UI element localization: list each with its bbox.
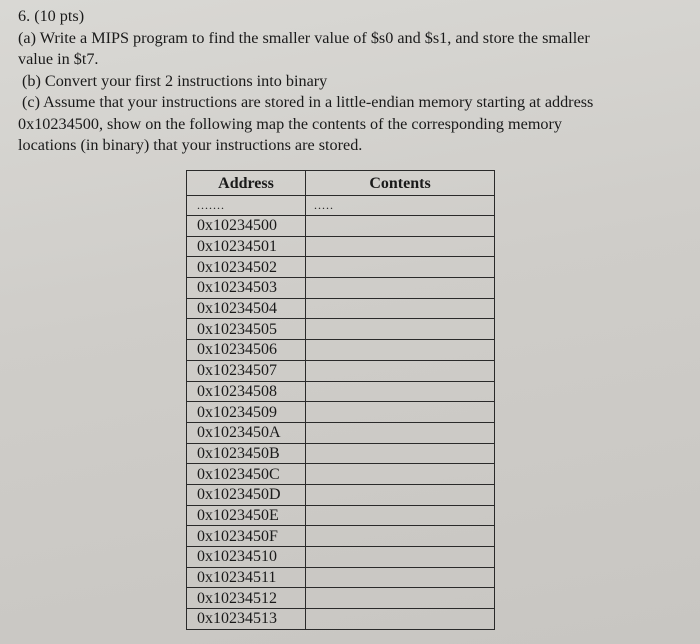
part-a-line-2: value in $t7.	[18, 50, 99, 68]
contents-cell[interactable]	[306, 381, 495, 402]
table-row	[187, 443, 495, 464]
table-header-row	[187, 171, 495, 196]
address-cell: 0x10234513	[187, 609, 306, 630]
table-row	[187, 278, 495, 299]
address-cell: 0x10234502	[187, 257, 306, 278]
address-cell: 0x1023450A	[187, 422, 306, 443]
contents-cell[interactable]	[306, 547, 495, 568]
address-cell: 0x10234507	[187, 360, 306, 381]
address-cell: 0x10234501	[187, 236, 306, 257]
table-row-ellipsis	[187, 196, 495, 216]
address-cell: 0x10234505	[187, 319, 306, 340]
address-cell: 0x10234510	[187, 547, 306, 568]
address-cell: 0x1023450B	[187, 443, 306, 464]
contents-ellipsis: .....	[306, 196, 495, 216]
address-cell: 0x1023450D	[187, 484, 306, 505]
contents-cell[interactable]	[306, 402, 495, 423]
table-row	[187, 547, 495, 568]
table-row	[187, 588, 495, 609]
contents-cell[interactable]	[306, 236, 495, 257]
table-row	[187, 257, 495, 278]
part-b: (b) Convert your first 2 instructions into binary	[22, 71, 328, 90]
table-row	[187, 216, 495, 237]
question-title: 6. (10 pts)	[18, 7, 85, 25]
table-row	[187, 298, 495, 319]
table-row	[187, 526, 495, 547]
table-row	[187, 505, 495, 526]
contents-cell[interactable]	[306, 443, 495, 464]
address-cell: 0x10234512	[187, 588, 306, 609]
address-cell: 0x10234509	[187, 402, 306, 423]
part-a-line-1: (a) Write a MIPS program to find the smaller value of $s0 and $s1, and store the smaller	[18, 28, 590, 47]
contents-cell[interactable]	[306, 216, 495, 237]
contents-cell[interactable]	[306, 609, 495, 630]
table-row	[187, 360, 495, 381]
part-c-line-1: (c) Assume that your instructions are stored in a little-endian memory starting at address	[22, 93, 594, 111]
address-cell: 0x10234506	[187, 340, 306, 361]
part-c-line-2: 0x10234500, show on the following map the contents of the corresponding memory	[18, 114, 562, 133]
address-cell: 0x10234500	[187, 216, 306, 237]
contents-cell[interactable]	[306, 278, 495, 299]
contents-cell[interactable]	[306, 567, 495, 588]
table-row	[187, 484, 495, 505]
contents-cell[interactable]	[306, 319, 495, 340]
contents-cell[interactable]	[306, 505, 495, 526]
contents-header: Contents	[306, 171, 495, 196]
table-row	[187, 236, 495, 257]
contents-cell[interactable]	[306, 340, 495, 361]
address-header: Address	[187, 171, 306, 196]
contents-cell[interactable]	[306, 484, 495, 505]
address-cell: 0x10234504	[187, 298, 306, 319]
address-cell: 0x1023450E	[187, 505, 306, 526]
part-c-line-3: locations (in binary) that your instructions are stored.	[18, 136, 363, 154]
address-cell: 0x10234508	[187, 381, 306, 402]
table-row	[187, 319, 495, 340]
memory-map-table	[186, 170, 495, 630]
contents-cell[interactable]	[306, 298, 495, 319]
contents-cell[interactable]	[306, 526, 495, 547]
address-cell: 0x10234503	[187, 278, 306, 299]
address-cell: 0x1023450F	[187, 526, 306, 547]
address-ellipsis: .......	[187, 196, 306, 216]
table-row	[187, 340, 495, 361]
contents-cell[interactable]	[306, 422, 495, 443]
contents-cell[interactable]	[306, 360, 495, 381]
contents-cell[interactable]	[306, 588, 495, 609]
table-row	[187, 422, 495, 443]
contents-cell[interactable]	[306, 257, 495, 278]
table-row	[187, 402, 495, 423]
question-text	[18, 6, 686, 157]
address-cell: 0x1023450C	[187, 464, 306, 485]
memory-map-body	[187, 196, 495, 630]
address-cell: 0x10234511	[187, 567, 306, 588]
contents-cell[interactable]	[306, 464, 495, 485]
table-row	[187, 464, 495, 485]
table-row	[187, 381, 495, 402]
table-row	[187, 567, 495, 588]
table-row	[187, 609, 495, 630]
